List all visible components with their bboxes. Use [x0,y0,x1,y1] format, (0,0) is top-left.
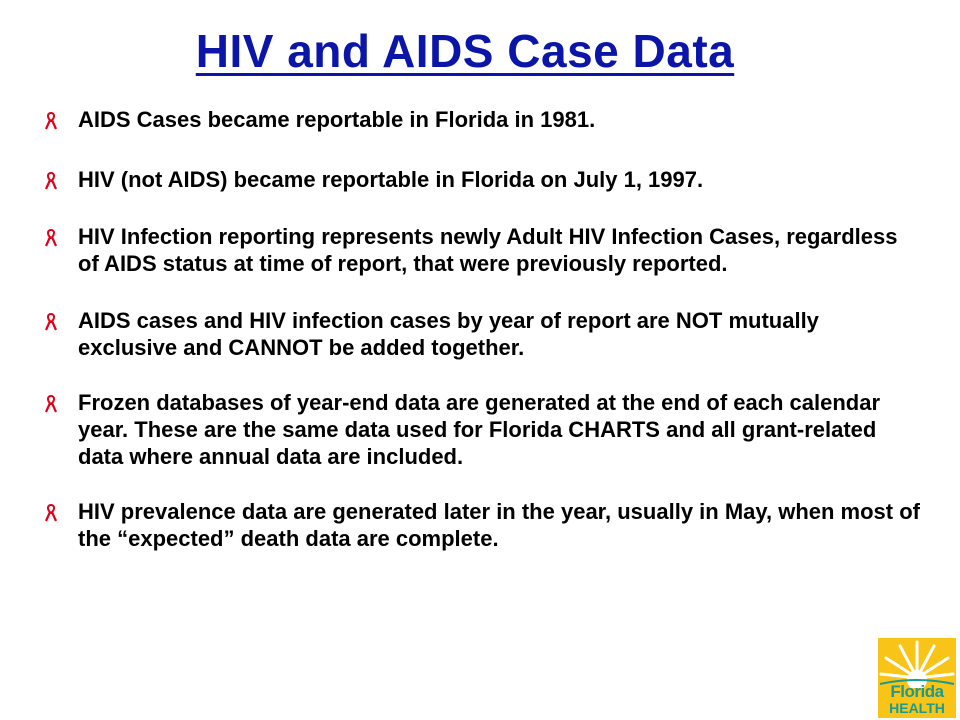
red-ribbon-icon [44,112,58,130]
bullet-item [40,389,920,470]
bullet-text: AIDS cases and HIV infection cases by year of report are NOT mutually exclusive and CANNOT be added together. [78,308,819,360]
bullet-item [40,166,920,193]
red-ribbon-icon [44,229,58,247]
red-ribbon-icon [44,504,58,522]
bullet-item [40,223,920,277]
bullet-text: HIV Infection reporting represents newly Adult HIV Infection Cases, regardless of AIDS status at time of report, that were previously reported. [78,224,898,276]
bullet-text: HIV (not AIDS) became reportable in Florida on July 1, 1997. [78,167,704,192]
sun-icon [878,638,956,688]
bullet-text: AIDS Cases became reportable in Florida in 1981. [78,107,596,132]
red-ribbon-icon [44,313,58,331]
slide-title-text: HIV and AIDS Case Data [195,25,735,77]
red-ribbon-icon [44,395,58,413]
bullet-item [40,498,920,552]
bullet-item [40,307,920,361]
bullet-text: HIV prevalence data are generated later in the year, usually in May, when most of the “expected” death data are complete. [78,499,920,551]
slide-title [0,24,930,78]
logo-word-health: HEALTH [889,700,945,716]
bullet-item [40,106,920,133]
bullet-list [40,106,920,552]
logo-word-florida: Florida [890,682,944,701]
bullet-text: Frozen databases of year-end data are generated at the end of each calendar year. These are the same data used for Florida CHARTS and all grant-related data where annual data are included. [78,390,881,469]
red-ribbon-icon [44,172,58,190]
florida-health-logo [878,638,956,718]
